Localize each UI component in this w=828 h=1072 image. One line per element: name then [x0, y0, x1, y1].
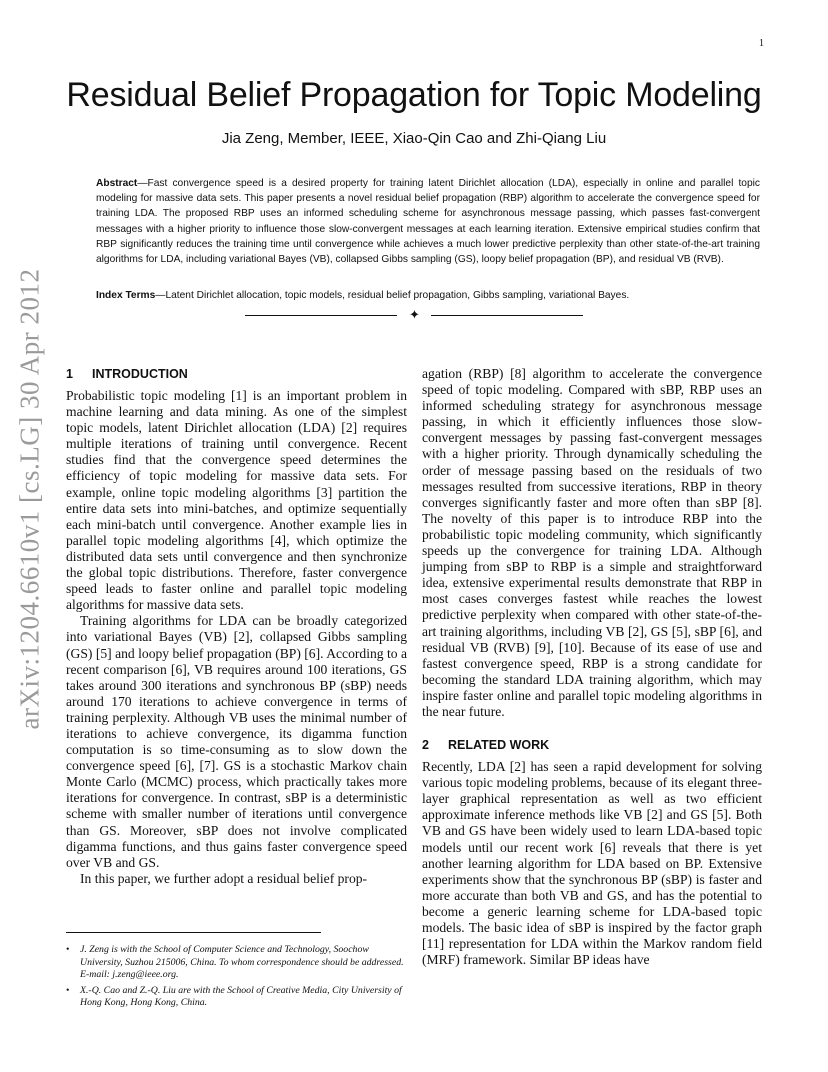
footnote-item [66, 944, 407, 982]
page-number: 1 [759, 38, 764, 49]
index-terms-text: —Latent Dirichlet allocation, topic models, residual belief propagation, Gibbs sampling, variational Bayes. [155, 290, 630, 301]
footnote-rule [66, 932, 321, 933]
intro-paragraph-3-start: In this paper, we further adopt a residual belief prop- [80, 870, 368, 886]
divider-diamond-icon: ✦ [409, 307, 420, 322]
arxiv-identifier[interactable]: arXiv:1204.6610v1 [cs.LG] 30 Apr 2012 [14, 268, 45, 730]
abstract-label: Abstract [96, 178, 138, 189]
divider-line-left [245, 315, 397, 316]
footnote-text: X.-Q. Cao and Z.-Q. Liu are with the School of Creative Media, City University of Hong Kong, Hong Kong, China. [80, 984, 402, 1008]
section-heading-related-work [422, 737, 762, 753]
intro-paragraph-2: Training algorithms for LDA can be broadly categorized into variational Bayes (VB) [2], collapsed Gibbs sampling (GS) [5] and loopy belief propagation (BP) [6]. According to a recent comparison [6], VB requires around 100 iterations, GS takes around 300 iterations and synchronous BP (sBP) needs around 170 iterations to achieve convergence in terms of training perplexity. Although VB uses the minimal number of iterations to achieve convergence, its digamma function computation is so time-consuming as to slow down the convergence speed [6], [7]. GS is a stochastic Markov chain Monte Carlo (MCMC) process, which practically takes more iterations for convergence. In contrast, sBP is a deterministic scheme with smaller number of iterations until convergence than GS. Moreover, sBP does not involve complicated digamma functions, and thus gains faster convergence speed over VB and GS. [66, 613, 407, 870]
section-title: INTRODUCTION [92, 367, 188, 381]
paper-title: Residual Belief Propagation for Topic Modeling [66, 76, 762, 114]
index-terms [96, 288, 760, 303]
intro-paragraph-3-continued: agation (RBP) [8] algorithm to accelerate the convergence speed of topic modeling. Compared with sBP, RBP uses an informed scheduling strategy for asynchronous message passing, in which it efficiently influences those slow-convergent messages by passing fast-convergent messages with a higher priority. Through dynamically scheduling the order of message passing based on the residuals of two messages resulted from successive iterations, RBP in theory converges significantly faster and more often than sBP [8]. The novelty of this paper is to introduce RBP into the probabilistic topic modeling community, which significantly speeds up the convergence for training LDA. Although jumping from sBP to RBP is a simple and straightforward idea, extensive experimental results demonstrate that RBP in most cases converges fastest while reaches the lowest predictive perplexity when compared with other state-of-the-art training algorithms, including VB [2], GS [5], sBP [6], and residual VB (RVB) [9], [10]. Because of its ease of use and fastest convergence speed, RBP is a strong candidate for becoming the standard LDA training algorithm, which may inspire faster online and parallel topic modeling algorithms in the near future. [422, 366, 762, 719]
section-heading-introduction [66, 366, 407, 382]
index-terms-label: Index Terms [96, 290, 156, 301]
footnotes [66, 944, 407, 1013]
left-column [66, 366, 407, 887]
right-column [422, 366, 762, 968]
bullet-icon: • [66, 984, 70, 996]
section-number: 2 [422, 738, 429, 753]
section-title: RELATED WORK [448, 738, 550, 753]
footnote-item [66, 985, 407, 1010]
abstract-text: —Fast convergence speed is a desired property for training latent Dirichlet allocation (LDA), especially in online and parallel topic modeling for massive data sets. This paper presents a novel residual belief propagation (RBP) algorithm to accelerate the convergence speed for training LDA. The proposed RBP uses an informed scheduling scheme for asynchronous message passing, which passes fast-convergent messages with a higher priority to influence those slow-convergent messages at each learning iteration. Extensive empirical studies confirm that RBP significantly reduces the training time until convergence while achieves a much lower predictive perplexity than other state-of-the-art training algorithms for LDA, including variational Bayes (VB), collapsed Gibbs sampling (GS), loopy belief propagation (BP), and residual VB (RVB). [96, 178, 760, 266]
author-line: Jia Zeng, Member, IEEE, Xiao-Qin Cao and Zhi-Qiang Liu [221, 130, 607, 147]
section-divider [245, 308, 583, 322]
section-number: 1 [66, 367, 73, 381]
bullet-icon: • [66, 944, 70, 955]
related-work-paragraph-1: Recently, LDA [2] has seen a rapid development for solving various topic modeling problems, because of its elegant three-layer graphical representation as well as two efficient approximate inference methods like VB [2] and GS [5]. Both VB and GS have been widely used to learn LDA-based topic models until our recent work [6] reveals that there is yet another learning algorithm for LDA based on BP. Extensive experiments show that the synchronous BP (sBP) is faster and more accurate than both VB and GS, and has the potential to become a generic learning scheme for LDA-based topic models. The basic idea of sBP is inspired by the factor graph [11] representation for LDA within the Markov random field (MRF) framework. Similar BP ideas have [422, 759, 762, 968]
footnote-text: J. Zeng is with the School of Computer Science and Technology, Soochow University, Suzhou 215006, China. To whom correspondence should be addressed. E-mail: j.zeng@ieee.org. [80, 944, 404, 980]
intro-paragraph-1: Probabilistic topic modeling [1] is an important problem in machine learning and data mining. As one of the simplest topic models, latent Dirichlet allocation (LDA) [2] requires multiple iterations of training until convergence. Recent studies find that the convergence speed determines the efficiency of topic modeling for massive data sets. For example, online topic modeling algorithms [3] partition the entire data sets into mini-batches, and optimize sequentially each mini-batch until convergence. Another example lies in parallel topic modeling algorithms [4], which optimize the distributed data sets until convergence and then synchronize the global topic distributions. Therefore, faster convergence speed leads to faster online and parallel topic modeling algorithms for massive data sets. [66, 388, 407, 613]
abstract [96, 176, 760, 267]
arxiv-side-stamp [15, 264, 45, 734]
divider-line-right [431, 315, 583, 316]
